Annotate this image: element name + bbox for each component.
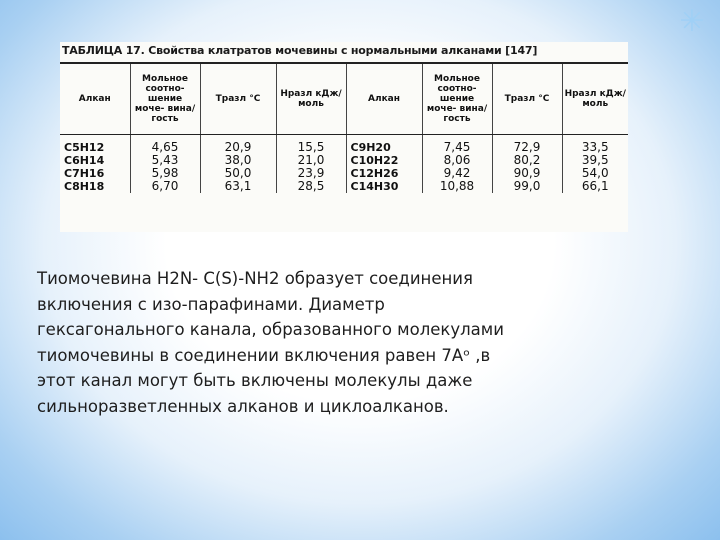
properties-table bbox=[60, 62, 628, 193]
table-cell: 15,5 bbox=[276, 135, 346, 155]
table-cell: C10H22 bbox=[346, 154, 422, 167]
table-cell: C9H20 bbox=[346, 135, 422, 155]
table-header-row bbox=[60, 63, 628, 135]
table-cell: 38,0 bbox=[200, 154, 276, 167]
header-h-decomp: Hразл кДж/моль bbox=[276, 63, 346, 135]
table-cell: C14H30 bbox=[346, 180, 422, 193]
table-cell: 66,1 bbox=[581, 179, 609, 193]
table-cell: C5H12 bbox=[60, 135, 130, 155]
text-line: сильноразветленных алканов и циклоалканов. bbox=[37, 396, 449, 416]
table-cell: 39,5 bbox=[581, 153, 609, 167]
table-cell: C8H18 bbox=[60, 180, 130, 193]
table-cell: 63,1 bbox=[200, 180, 276, 193]
table-cell: 9,42 bbox=[422, 167, 492, 180]
table-cell: 50,0 bbox=[200, 167, 276, 180]
table-cell: 99,0 bbox=[492, 180, 562, 193]
table-cell: 90,9 bbox=[492, 167, 562, 180]
header-molar-ratio: Мольное соотно- шение моче- вина/гость bbox=[422, 63, 492, 135]
table-cell: C7H16 bbox=[60, 167, 130, 180]
table-row bbox=[60, 167, 628, 180]
table-cell: 80,2 bbox=[492, 154, 562, 167]
header-h-decomp: Hразл кДж/моль bbox=[562, 63, 628, 135]
header-t-decomp: Tразл °C bbox=[200, 63, 276, 135]
table-cell: 5,43 bbox=[130, 154, 200, 167]
table-cell: 72,9 bbox=[492, 135, 562, 155]
table-cell: C12H26 bbox=[346, 167, 422, 180]
table-cell: 5,98 bbox=[130, 167, 200, 180]
table-cell: 28,5 bbox=[276, 180, 346, 193]
table-cell: 23,9 bbox=[276, 167, 346, 180]
table-cell: 20,9 bbox=[200, 135, 276, 155]
header-t-decomp: Tразл °C bbox=[492, 63, 562, 135]
text-line: тиомочевины в соединении включения равен 7Aᵒ ,в bbox=[37, 345, 491, 365]
body-text bbox=[37, 266, 677, 420]
table-cell: 4,65 bbox=[130, 135, 200, 155]
header-alkane: Алкан bbox=[346, 63, 422, 135]
table-row bbox=[60, 154, 628, 167]
table-row bbox=[60, 135, 628, 155]
table-cell: 54,0 bbox=[581, 166, 609, 180]
table-row bbox=[60, 180, 628, 193]
text-line: Тиомочевина H2N- C(S)-NH2 образует соединения bbox=[37, 269, 473, 288]
header-alkane: Алкан bbox=[60, 63, 130, 135]
asterisk-icon: ✳ bbox=[679, 4, 705, 39]
text-line: гексагонального канала, образованного молекулами bbox=[37, 320, 504, 340]
table-cell: 10,88 bbox=[422, 180, 492, 193]
table-scan bbox=[60, 42, 628, 232]
table-cell: 8,06 bbox=[422, 154, 492, 167]
table-cell: 7,45 bbox=[422, 135, 492, 155]
text-line: включения с изо-парафинами. Диаметр bbox=[37, 294, 385, 314]
table-cell: 33,5 bbox=[581, 140, 609, 154]
table-cell: 6,70 bbox=[130, 180, 200, 193]
header-molar-ratio: Мольное соотно- шение моче- вина/гость bbox=[130, 63, 200, 135]
table-cell: 21,0 bbox=[276, 154, 346, 167]
text-line: этот канал могут быть включены молекулы даже bbox=[37, 371, 473, 391]
table-cell: C6H14 bbox=[60, 154, 130, 167]
table-caption: ТАБЛИЦА 17. Свойства клатратов мочевины с нормальными алканами [147] bbox=[62, 44, 538, 57]
